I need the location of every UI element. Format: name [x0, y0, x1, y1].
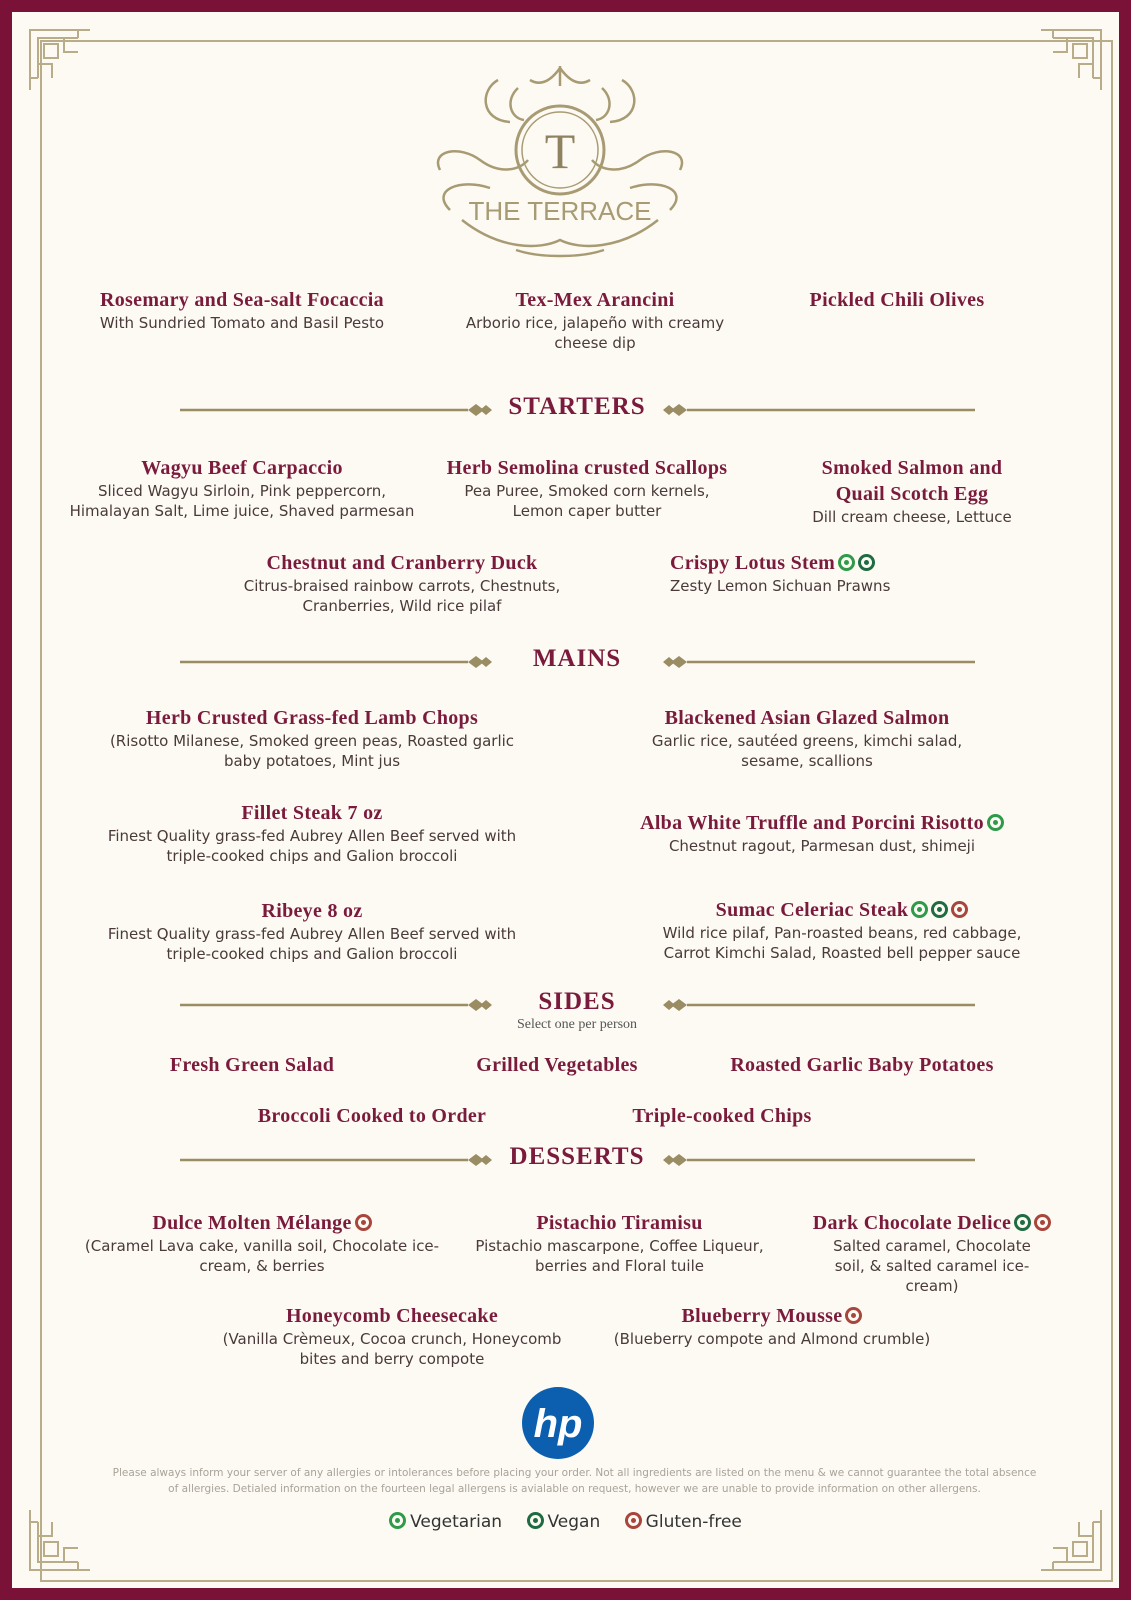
menu-item	[602, 1303, 942, 1349]
item-description: (Risotto Milanese, Smoked green peas, Roasted garlic baby potatoes, Mint jus	[109, 732, 515, 770]
item-title: Chestnut and Cranberry Duck	[266, 552, 538, 574]
item-description: Wild rice pilaf, Pan-roasted beans, red cabbage, Carrot Kimchi Salad, Roasted bell pepper sauce	[662, 924, 1022, 962]
corner-ornament-icon	[1039, 28, 1103, 92]
item-description: Zesty Lemon Sichuan Prawns	[670, 577, 891, 595]
item-description: Sliced Wagyu Sirloin, Pink peppercorn, Himalayan Salt, Lime juice, Shaved parmesan	[69, 482, 415, 520]
item-description: Garlic rice, sautéed greens, kimchi salad, sesame, scallions	[651, 732, 963, 770]
side-item: Triple-cooked Chips	[632, 1105, 812, 1127]
item-description: With Sundried Tomato and Basil Pesto	[99, 314, 385, 332]
item-title: Blueberry Mousse	[681, 1305, 843, 1327]
side-item: Broccoli Cooked to Order	[257, 1105, 487, 1127]
item-title: Herb Crusted Grass-fed Lamb Chops	[145, 707, 479, 729]
item-title: Wagyu Beef Carpaccio	[141, 457, 343, 479]
gluten-free-icon	[1034, 1214, 1051, 1231]
item-title: Herb Semolina crusted Scallops	[446, 457, 728, 479]
item-description: Chestnut ragout, Parmesan dust, shimeji	[668, 837, 976, 855]
item-description: (Caramel Lava cake, vanilla soil, Chocolate ice-cream, & berries	[84, 1237, 440, 1275]
item-title: Pistachio Tiramisu	[536, 1212, 703, 1234]
legend-label: Gluten-free	[645, 1512, 742, 1532]
vegan-icon	[1014, 1214, 1031, 1231]
sides-subheading: Select one per person	[516, 1017, 638, 1032]
gluten-free-icon	[355, 1214, 372, 1231]
menu-item	[92, 287, 392, 333]
section-heading-mains: MAINS	[532, 645, 622, 672]
item-description: Salted caramel, Chocolate soil, & salted caramel ice-cream)	[833, 1237, 1031, 1295]
gluten-free-icon	[951, 901, 968, 918]
legend-label: Vegan	[547, 1512, 601, 1532]
legend-label: Vegetarian	[410, 1512, 503, 1532]
menu-item	[772, 287, 1022, 313]
side-item: Roasted Garlic Baby Potatoes	[730, 1054, 994, 1076]
section-heading-starters: STARTERS	[508, 393, 646, 420]
item-title: Ribeye 8 oz	[261, 900, 363, 922]
item-title: Fillet Steak 7 oz	[241, 802, 383, 824]
item-title: Honeycomb Cheesecake	[285, 1305, 499, 1327]
item-description: Finest Quality grass-fed Aubrey Allen Beef served with triple-cooked chips and Galion broccoli	[107, 827, 517, 865]
side-item: Grilled Vegetables	[476, 1054, 638, 1076]
item-description: Pea Puree, Smoked corn kernels, Lemon caper butter	[464, 482, 710, 520]
item-description: Finest Quality grass-fed Aubrey Allen Beef served with triple-cooked chips and Galion broccoli	[107, 925, 517, 963]
menu-item	[670, 550, 970, 596]
item-title: Dulce Molten Mélange	[152, 1212, 352, 1234]
item-description: Citrus-braised rainbow carrots, Chestnuts, Cranberries, Wild rice pilaf	[243, 577, 561, 615]
restaurant-name: THE TERRACE	[468, 196, 652, 226]
vegan-icon	[931, 901, 948, 918]
vegetarian-icon	[838, 554, 855, 571]
corner-ornament-icon	[1039, 1508, 1103, 1572]
dietary-legend	[272, 1512, 872, 1532]
allergen-disclaimer: Please always inform your server of any allergies or intolerances before placing your order. Not all ingredients are listed on the menu & we cannot guarantee the total absence of allergies. Detialed information on the fourteen legal allergens is avialable on request, however we are unable to provide information on other allergens.	[112, 1467, 1037, 1495]
menu-item	[212, 1303, 572, 1369]
menu-item	[642, 705, 972, 771]
item-title: Crispy Lotus Stem	[670, 552, 836, 574]
item-title: Alba White Truffle and Porcini Risotto	[640, 812, 984, 834]
menu-item	[802, 455, 1022, 527]
menu-item	[82, 1210, 442, 1276]
vegan-icon	[858, 554, 875, 571]
item-description: Dill cream cheese, Lettuce	[812, 508, 1012, 526]
item-description: (Blueberry compote and Almond crumble)	[613, 1330, 931, 1348]
menu-item	[437, 455, 737, 521]
menu-item	[67, 455, 417, 521]
item-description: Pistachio mascarpone, Coffee Liqueur, berries and Floral tuile	[475, 1237, 764, 1275]
section-heading-sides: SIDES	[538, 988, 616, 1015]
item-title: Sumac Celeriac Steak	[715, 899, 909, 921]
section-heading-desserts: DESSERTS	[509, 1143, 645, 1170]
menu-item	[102, 898, 522, 964]
menu-sheet	[12, 12, 1119, 1588]
menu-item	[237, 550, 567, 616]
item-description: (Vanilla Crèmeux, Cocoa crunch, Honeycomb bites and berry compote	[222, 1330, 562, 1368]
gluten-free-icon	[625, 1512, 642, 1529]
menu-item	[462, 1210, 777, 1276]
svg-text:hp: hp	[533, 1402, 583, 1446]
corner-ornament-icon	[28, 1508, 92, 1572]
menu-item	[102, 800, 522, 866]
menu-item	[792, 1210, 1072, 1296]
hp-logo	[520, 1385, 596, 1461]
item-title: Tex-Mex Arancini	[515, 289, 675, 311]
gluten-free-icon	[845, 1307, 862, 1324]
item-description: Arborio rice, jalapeño with creamy cheese dip	[465, 314, 725, 352]
vegetarian-icon	[987, 814, 1004, 831]
item-title: Rosemary and Sea-salt Focaccia	[100, 289, 384, 311]
menu-item	[612, 810, 1032, 856]
item-title: Dark Chocolate Delice	[812, 1212, 1012, 1234]
item-title: Smoked Salmon and Quail Scotch Egg	[821, 457, 1003, 505]
item-title: Blackened Asian Glazed Salmon	[664, 707, 950, 729]
crest-monogram: T	[544, 123, 576, 179]
restaurant-crest-logo	[420, 60, 700, 260]
item-title: Pickled Chili Olives	[809, 289, 985, 311]
menu-item	[450, 287, 740, 353]
vegetarian-icon	[389, 1512, 406, 1529]
menu-item	[107, 705, 517, 771]
side-item: Fresh Green Salad	[169, 1054, 335, 1076]
vegetarian-icon	[911, 901, 928, 918]
vegan-icon	[527, 1512, 544, 1529]
menu-item	[652, 897, 1032, 963]
corner-ornament-icon	[28, 28, 92, 92]
